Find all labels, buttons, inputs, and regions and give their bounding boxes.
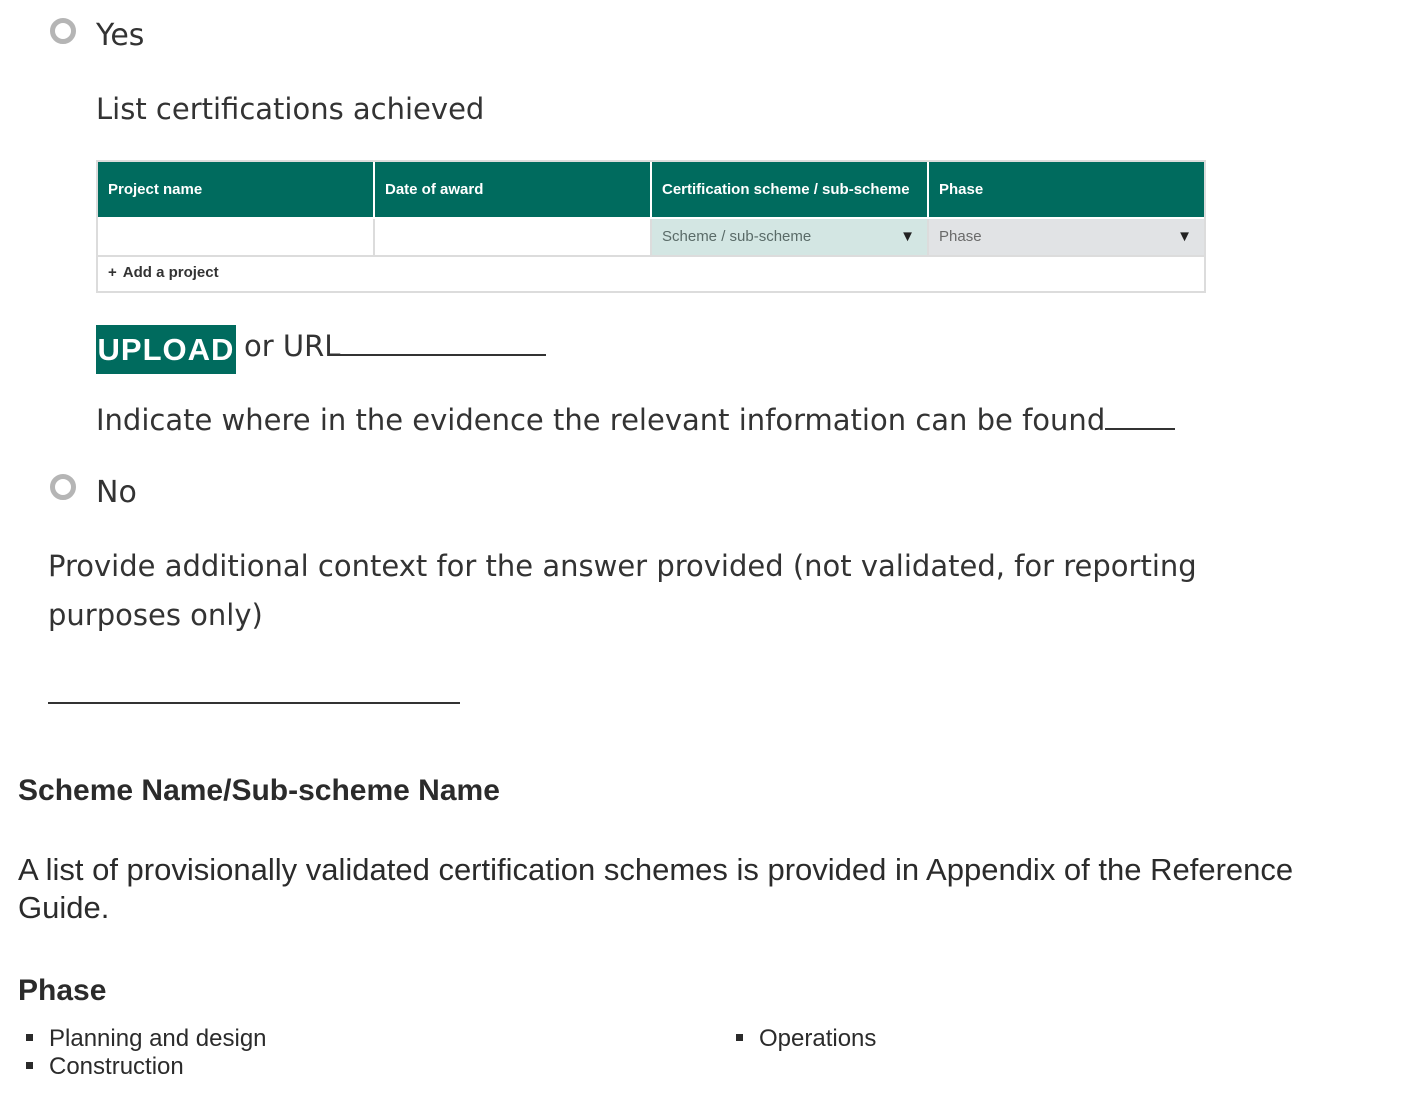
bullet-icon — [26, 1062, 33, 1069]
evidence-row — [96, 402, 1175, 438]
list-certifications-prompt: List certifications achieved — [96, 92, 485, 126]
url-label: or URL — [244, 329, 341, 363]
yes-radio[interactable] — [50, 18, 76, 44]
header-phase: Phase — [929, 162, 1204, 217]
url-row — [244, 328, 546, 364]
project-name-cell — [98, 219, 375, 255]
date-of-award-input[interactable] — [375, 219, 650, 255]
no-radio[interactable] — [50, 474, 76, 500]
yes-label: Yes — [96, 18, 145, 53]
list-item — [26, 1053, 184, 1081]
table-header — [98, 162, 1204, 219]
date-of-award-cell — [375, 219, 652, 255]
project-name-input[interactable] — [98, 219, 373, 255]
bullet-icon — [736, 1034, 743, 1041]
header-date-of-award: Date of award — [375, 162, 652, 217]
upload-button[interactable]: UPLOAD — [96, 325, 236, 374]
scheme-description: A list of provisionally validated certification schemes is provided in Appendix of the Reference Guide. — [18, 852, 1294, 925]
phase-item-operations: Operations — [759, 1025, 877, 1052]
bullet-icon — [26, 1034, 33, 1041]
caret-down-icon: ▼ — [900, 228, 915, 245]
add-project-label: Add a project — [122, 264, 219, 281]
list-item — [26, 1025, 267, 1053]
phase-select[interactable] — [929, 219, 1204, 255]
header-project-name: Project name — [98, 162, 375, 217]
scheme-select[interactable] — [652, 219, 929, 255]
header-certification-scheme: Certification scheme / sub-scheme — [652, 162, 929, 217]
url-field[interactable] — [340, 328, 546, 356]
phase-heading: Phase — [18, 974, 107, 1007]
phase-item-planning: Planning and design — [49, 1025, 267, 1052]
no-label: No — [96, 475, 137, 510]
phase-select-placeholder: Phase — [939, 228, 982, 245]
table-row — [98, 219, 1204, 257]
list-item — [736, 1025, 876, 1053]
evidence-prompt: Indicate where in the evidence the relevant information can be found — [96, 403, 1106, 437]
certifications-table — [96, 160, 1206, 293]
add-project-button[interactable] — [108, 264, 219, 281]
scheme-select-placeholder: Scheme / sub-scheme — [662, 228, 812, 245]
caret-down-icon: ▼ — [1177, 228, 1192, 245]
evidence-location-field[interactable] — [1105, 402, 1175, 430]
scheme-heading: Scheme Name/Sub-scheme Name — [18, 774, 500, 807]
context-prompt-line1: Provide additional context for the answer provided (not validated, for reporting — [48, 549, 1197, 583]
context-prompt-line2: purposes only) — [48, 598, 263, 632]
context-field[interactable] — [48, 702, 460, 704]
plus-icon: + — [108, 264, 117, 281]
phase-item-construction: Construction — [49, 1053, 184, 1080]
